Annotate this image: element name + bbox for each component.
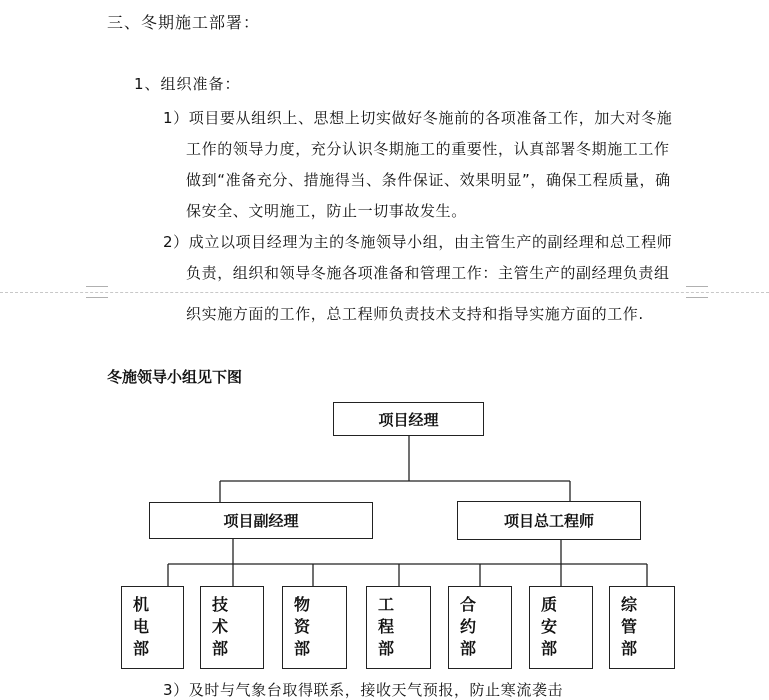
org-node-department xyxy=(529,586,593,669)
department-char: 综 xyxy=(621,595,638,614)
paragraph-1-line-2: 工作的领导力度，充分认识冬期施工的重要性，认真部署冬期施工工作 xyxy=(186,140,670,158)
org-node-deputy-manager: 项目副经理 xyxy=(149,502,373,539)
section-heading: 三、冬期施工部署： xyxy=(107,13,261,32)
department-char: 技 xyxy=(212,595,229,614)
org-node-department xyxy=(200,586,264,669)
department-char: 约 xyxy=(460,617,477,636)
department-char: 术 xyxy=(212,617,229,636)
subsection-heading: 1、组织准备： xyxy=(134,75,241,93)
org-node-department xyxy=(121,586,184,669)
department-char: 部 xyxy=(460,639,477,658)
department-char: 程 xyxy=(378,617,395,636)
department-char: 安 xyxy=(541,617,558,636)
org-node-chief-engineer: 项目总工程师 xyxy=(457,501,641,540)
department-char: 合 xyxy=(460,595,477,614)
department-char: 质 xyxy=(541,595,558,614)
department-char: 部 xyxy=(621,639,638,658)
paragraph-3-partial: 3）及时与气象台取得联系，接收天气预报，防止寒流袭击 xyxy=(163,681,564,699)
org-node-department xyxy=(366,586,431,669)
department-char: 电 xyxy=(133,617,150,636)
org-chart-caption: 冬施领导小组见下图 xyxy=(107,368,243,386)
department-char: 部 xyxy=(378,639,395,658)
department-char: 部 xyxy=(212,639,229,658)
department-char: 资 xyxy=(294,617,311,636)
paragraph-2-line-2: 负责，组织和领导冬施各项准备和管理工作：主管生产的副经理负责组 xyxy=(186,264,670,282)
department-char: 管 xyxy=(621,617,638,636)
org-node-department xyxy=(609,586,675,669)
department-char: 部 xyxy=(541,639,558,658)
paragraph-2-line-1: 2）成立以项目经理为主的冬施领导小组，由主管生产的副经理和总工程师 xyxy=(163,233,673,251)
department-char: 工 xyxy=(378,595,395,614)
paragraph-1-line-4: 保安全、文明施工，防止一切事故发生。 xyxy=(186,202,467,220)
paragraph-2-line-3: 织实施方面的工作，总工程师负责技术支持和指导实施方面的工作. xyxy=(186,305,644,323)
paragraph-1-line-1: 1）项目要从组织上、思想上切实做好冬施前的各项准备工作，加大对冬施 xyxy=(163,109,673,127)
paragraph-1-line-3: 做到“准备充分、措施得当、条件保证、效果明显”，确保工程质量，确 xyxy=(186,171,671,189)
org-node-department xyxy=(448,586,512,669)
department-char: 物 xyxy=(294,595,311,614)
department-char: 部 xyxy=(133,639,150,658)
department-char: 机 xyxy=(133,595,150,614)
org-node-project-manager: 项目经理 xyxy=(333,402,484,436)
org-node-department xyxy=(282,586,347,669)
department-char: 部 xyxy=(294,639,311,658)
